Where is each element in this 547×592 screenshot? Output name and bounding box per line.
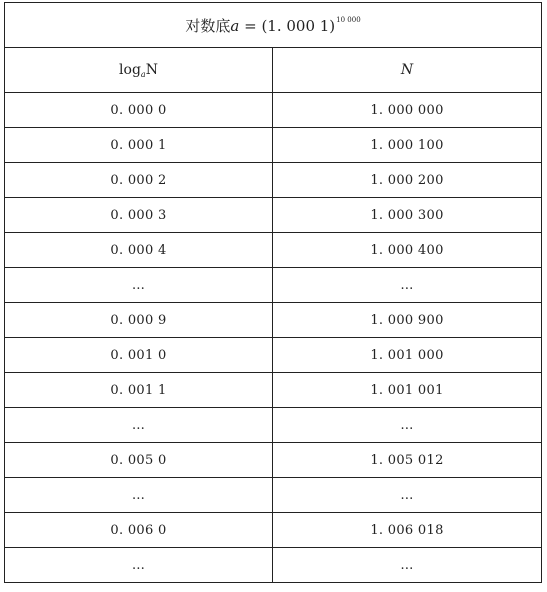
log-value-cell: 0. 006 0 bbox=[5, 513, 273, 548]
n-value-cell: 1. 000 000 bbox=[273, 93, 542, 128]
title-base: (1. 000 1) bbox=[261, 16, 336, 35]
header-row bbox=[5, 48, 542, 93]
table-row bbox=[5, 233, 542, 268]
log-value-cell: 0. 000 0 bbox=[5, 93, 273, 128]
log-value-cell: 0. 000 4 bbox=[5, 233, 273, 268]
title-prefix: 对数底 bbox=[185, 16, 231, 35]
n-value-cell: … bbox=[273, 548, 542, 583]
table-row bbox=[5, 443, 542, 478]
title-variable: a bbox=[230, 16, 240, 35]
log-value-cell: 0. 001 1 bbox=[5, 373, 273, 408]
header-log-prefix: log bbox=[119, 61, 141, 78]
table-row bbox=[5, 513, 542, 548]
n-value-cell: 1. 001 001 bbox=[273, 373, 542, 408]
n-value-cell: 1. 000 300 bbox=[273, 198, 542, 233]
log-value-cell: … bbox=[5, 478, 273, 513]
table-row bbox=[5, 408, 542, 443]
log-value-cell: 0. 000 1 bbox=[5, 128, 273, 163]
table-title bbox=[5, 3, 542, 48]
table-row bbox=[5, 373, 542, 408]
log-table bbox=[4, 2, 542, 583]
table-row bbox=[5, 128, 542, 163]
title-equals: = bbox=[244, 16, 257, 35]
table-row bbox=[5, 93, 542, 128]
log-value-cell: 0. 001 0 bbox=[5, 338, 273, 373]
header-log-base: a bbox=[140, 69, 146, 79]
title-row bbox=[5, 3, 542, 48]
header-log bbox=[5, 48, 273, 93]
n-value-cell: … bbox=[273, 268, 542, 303]
n-value-cell: 1. 000 100 bbox=[273, 128, 542, 163]
table-row bbox=[5, 478, 542, 513]
table-row bbox=[5, 198, 542, 233]
header-log-suffix: N bbox=[145, 61, 158, 78]
log-value-cell: 0. 000 2 bbox=[5, 163, 273, 198]
log-value-cell: 0. 005 0 bbox=[5, 443, 273, 478]
table-row bbox=[5, 338, 542, 373]
log-value-cell: … bbox=[5, 408, 273, 443]
log-value-cell: … bbox=[5, 268, 273, 303]
title-exponent: 10 000 bbox=[336, 15, 361, 24]
log-value-cell: 0. 000 3 bbox=[5, 198, 273, 233]
log-value-cell: … bbox=[5, 548, 273, 583]
table-row bbox=[5, 268, 542, 303]
table-body bbox=[5, 93, 542, 583]
n-value-cell: … bbox=[273, 478, 542, 513]
n-value-cell: 1. 000 900 bbox=[273, 303, 542, 338]
n-value-cell: 1. 000 400 bbox=[273, 233, 542, 268]
log-value-cell: 0. 000 9 bbox=[5, 303, 273, 338]
table-row bbox=[5, 303, 542, 338]
n-value-cell: 1. 000 200 bbox=[273, 163, 542, 198]
n-value-cell: 1. 001 000 bbox=[273, 338, 542, 373]
header-n: N bbox=[273, 48, 542, 93]
table-row bbox=[5, 548, 542, 583]
table-row bbox=[5, 163, 542, 198]
n-value-cell: 1. 005 012 bbox=[273, 443, 542, 478]
n-value-cell: 1. 006 018 bbox=[273, 513, 542, 548]
n-value-cell: … bbox=[273, 408, 542, 443]
